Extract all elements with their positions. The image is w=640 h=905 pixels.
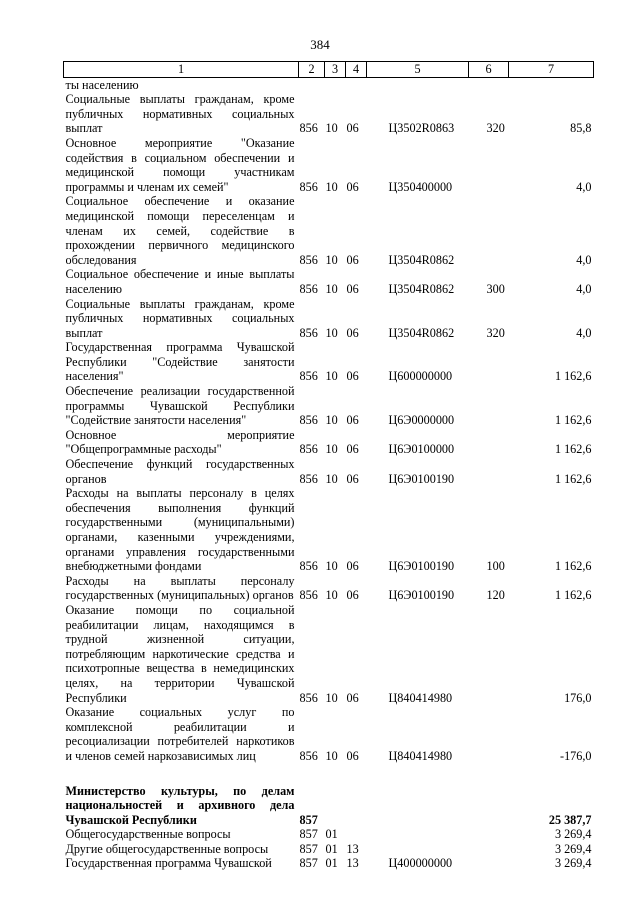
- row-ved: 856: [299, 179, 318, 194]
- table-row: [64, 856, 594, 871]
- row-target-code: Ц6Э0100190: [388, 471, 455, 486]
- row-ved: 856: [299, 121, 318, 136]
- row-expense-type: [469, 457, 509, 486]
- row-ved: 856: [299, 748, 318, 763]
- row-ved: 856: [299, 413, 318, 428]
- row-section: 10: [325, 748, 338, 763]
- row-name: Общегосударственные вопросы: [65, 827, 231, 842]
- row-name: Обеспечение реализации государственной программы Чувашской Республики "Содействие занятости населения": [65, 384, 295, 428]
- row-target-code: [367, 77, 469, 92]
- row-amount: 1 162,6: [554, 369, 592, 384]
- table-row: [64, 764, 594, 784]
- row-ved: 856: [299, 325, 318, 340]
- row-target-code: Ц3504R0862: [388, 325, 455, 340]
- row-name: Оказание помощи по социальной реабилитации лицам, находящимся в трудной жизненной ситуации, потребляющим наркотические средства и психотропные вещества в немедицинских целях, на территории Чувашской Республики: [65, 602, 295, 705]
- row-target-code: [367, 842, 469, 857]
- row-target-code: Ц350400000: [388, 179, 453, 194]
- row-expense-type: 320: [486, 121, 505, 136]
- row-ved: 856: [299, 281, 318, 296]
- row-ved: 856: [299, 690, 318, 705]
- row-amount: 4,0: [576, 179, 592, 194]
- row-expense-type: [469, 842, 509, 857]
- row-amount: 4,0: [576, 281, 592, 296]
- row-target-code: Ц6Э0100190: [388, 588, 455, 603]
- row-section: 10: [325, 413, 338, 428]
- row-ved: 856: [299, 252, 318, 267]
- row-subsection: 06: [346, 325, 359, 340]
- row-target-code: Ц6Э0100190: [388, 559, 455, 574]
- row-subsection: 06: [346, 413, 359, 428]
- row-section: 10: [325, 559, 338, 574]
- row-subsection: 06: [346, 588, 359, 603]
- row-subsection: [346, 827, 367, 842]
- row-name: Социальные выплаты гражданам, кроме публичных нормативных социальных выплат: [65, 296, 295, 340]
- row-amount: [509, 77, 594, 92]
- row-name: Государственная программа Чувашской: [65, 856, 272, 871]
- row-subsection: 06: [346, 442, 359, 457]
- row-name: Расходы на выплаты персоналу государственных (муниципальных) органов: [65, 573, 295, 603]
- row-name: Социальные выплаты гражданам, кроме публичных нормативных социальных выплат: [65, 92, 295, 136]
- row-amount: 1 162,6: [554, 471, 592, 486]
- header-col-6: 6: [469, 62, 509, 78]
- row-subsection: 06: [346, 252, 359, 267]
- row-amount: 4,0: [576, 325, 592, 340]
- row-name: Обеспечение функций государственных органов: [65, 457, 295, 486]
- table-row: [64, 827, 594, 842]
- row-amount: 3 269,4: [554, 856, 592, 871]
- table-row: [64, 384, 594, 428]
- table-row: [64, 842, 594, 857]
- row-ved: 857: [299, 812, 318, 827]
- row-section: [325, 77, 346, 92]
- row-amount: 85,8: [570, 121, 592, 136]
- row-expense-type: [469, 764, 509, 784]
- row-name: Социальное обеспечение и иные выплаты населению: [65, 267, 295, 296]
- row-expense-type: 300: [486, 281, 505, 296]
- table-row: [64, 297, 594, 341]
- row-subsection: [346, 764, 367, 784]
- row-expense-type: [469, 194, 509, 267]
- row-target-code: Ц6Э0100000: [388, 442, 455, 457]
- row-name: Оказание социальных услуг по комплексной реабилитации и ресоциализации потребителей наркотиков и членов семей наркозависимых лиц: [65, 705, 295, 763]
- row-target-code: Ц840414980: [388, 690, 453, 705]
- row-expense-type: [469, 827, 509, 842]
- row-expense-type: [469, 856, 509, 871]
- row-ved: 856: [299, 442, 318, 457]
- row-target-code: Ц6Э0000000: [388, 413, 455, 428]
- row-subsection: 06: [346, 369, 359, 384]
- row-name: Основное мероприятие "Общепрограммные расходы": [65, 427, 295, 457]
- row-section: 10: [325, 471, 338, 486]
- header-col-4: 4: [346, 62, 367, 78]
- row-subsection: 13: [346, 841, 359, 856]
- table-row: [64, 428, 594, 457]
- header-col-5: 5: [367, 62, 469, 78]
- row-name: Расходы на выплаты персоналу в целях обеспечения выполнения функций государственными (муниципальными) органами, казенными учреждениями, органами управления государственными внебюджетными фондами: [65, 486, 295, 574]
- row-target-code: Ц600000000: [388, 369, 453, 384]
- row-name: Другие общегосударственные вопросы: [65, 841, 269, 856]
- row-subsection: 06: [346, 471, 359, 486]
- table-row: [64, 457, 594, 486]
- row-target-code: Ц840414980: [388, 748, 453, 763]
- row-target-code: Ц3502R0863: [388, 121, 455, 136]
- row-name: Министерство культуры, по делам национальностей и архивного дела Чувашской Республики: [65, 783, 295, 827]
- row-ved: 856: [299, 588, 318, 603]
- table-row: [64, 486, 594, 574]
- table-header: [64, 62, 594, 78]
- row-amount: 1 162,6: [554, 413, 592, 428]
- row-name: ты населению: [65, 77, 139, 92]
- row-ved: 857: [299, 841, 318, 856]
- row-section: 10: [325, 442, 338, 457]
- table-row: [64, 194, 594, 267]
- row-expense-type: [469, 603, 509, 705]
- table-row: [64, 136, 594, 194]
- table-row: [64, 92, 594, 136]
- row-target-code: [367, 827, 469, 842]
- table-row: [64, 603, 594, 705]
- row-amount: 4,0: [576, 252, 592, 267]
- row-name: Основное мероприятие "Оказание содействия в социальном обеспечении и медицинской помощи участникам программы и членам их семей": [65, 135, 295, 194]
- row-section: 10: [325, 369, 338, 384]
- row-amount: [509, 764, 594, 784]
- header-col-7: 7: [509, 62, 594, 78]
- row-target-code: Ц400000000: [388, 856, 453, 871]
- row-expense-type: 120: [486, 588, 505, 603]
- table-body: [64, 77, 594, 871]
- row-ved: 856: [299, 369, 318, 384]
- row-ved: [299, 764, 325, 784]
- row-expense-type: [469, 784, 509, 828]
- row-name: [64, 764, 299, 784]
- row-subsection: 06: [346, 690, 359, 705]
- row-expense-type: [469, 384, 509, 428]
- row-section: 10: [325, 281, 338, 296]
- table-row: [64, 574, 594, 603]
- row-section: 10: [325, 121, 338, 136]
- row-amount: 25 387,7: [548, 812, 592, 827]
- row-subsection: 06: [346, 179, 359, 194]
- row-subsection: 13: [346, 856, 359, 871]
- row-target-code: Ц3504R0862: [388, 252, 455, 267]
- row-expense-type: [469, 428, 509, 457]
- page-number: 384: [310, 37, 330, 52]
- row-section: 01: [325, 856, 338, 871]
- row-section: 10: [325, 325, 338, 340]
- row-amount: 3 269,4: [554, 827, 592, 842]
- row-amount: 1 162,6: [554, 588, 592, 603]
- table-row: [64, 784, 594, 828]
- header-col-2: 2: [299, 62, 325, 78]
- row-expense-type: [469, 136, 509, 194]
- row-amount: 1 162,6: [554, 559, 592, 574]
- row-subsection: [346, 77, 367, 92]
- row-ved: 857: [299, 827, 318, 842]
- header-row: [64, 62, 594, 78]
- row-subsection: 06: [346, 121, 359, 136]
- row-section: 10: [325, 690, 338, 705]
- table-row: [64, 267, 594, 296]
- row-name: Социальное обеспечение и оказание медицинской помощи переселенцам и членам их семей, содействие в прохождении первичного медицинского обследования: [65, 194, 295, 267]
- row-subsection: 06: [346, 559, 359, 574]
- row-section: 01: [325, 827, 338, 842]
- row-section: 10: [325, 179, 338, 194]
- row-expense-type: 320: [486, 325, 505, 340]
- table-row: [64, 340, 594, 384]
- row-expense-type: [469, 77, 509, 92]
- row-section: 10: [325, 588, 338, 603]
- row-subsection: [346, 784, 367, 828]
- table-row: [64, 705, 594, 763]
- row-amount: 3 269,4: [554, 841, 592, 856]
- header-col-1: 1: [64, 62, 299, 78]
- row-ved: 856: [299, 559, 318, 574]
- row-target-code: Ц3504R0862: [388, 281, 455, 296]
- table-row: [64, 77, 594, 92]
- row-section: [325, 764, 346, 784]
- row-ved: 857: [299, 856, 318, 871]
- row-ved: 856: [299, 471, 318, 486]
- row-target-code: [367, 784, 469, 828]
- row-amount: 176,0: [564, 690, 592, 705]
- row-subsection: 06: [346, 748, 359, 763]
- budget-table: [63, 61, 594, 871]
- row-name: Государственная программа Чувашской Республики "Содействие занятости населения": [65, 340, 295, 384]
- row-amount: -176,0: [560, 748, 592, 763]
- row-expense-type: [469, 340, 509, 384]
- row-expense-type: 100: [486, 559, 505, 574]
- header-col-3: 3: [325, 62, 346, 78]
- row-section: 01: [325, 841, 338, 856]
- row-target-code: [367, 764, 469, 784]
- row-ved: [299, 77, 325, 92]
- row-expense-type: [469, 705, 509, 763]
- row-section: 10: [325, 252, 338, 267]
- row-amount: 1 162,6: [554, 442, 592, 457]
- row-section: [325, 784, 346, 828]
- row-subsection: 06: [346, 281, 359, 296]
